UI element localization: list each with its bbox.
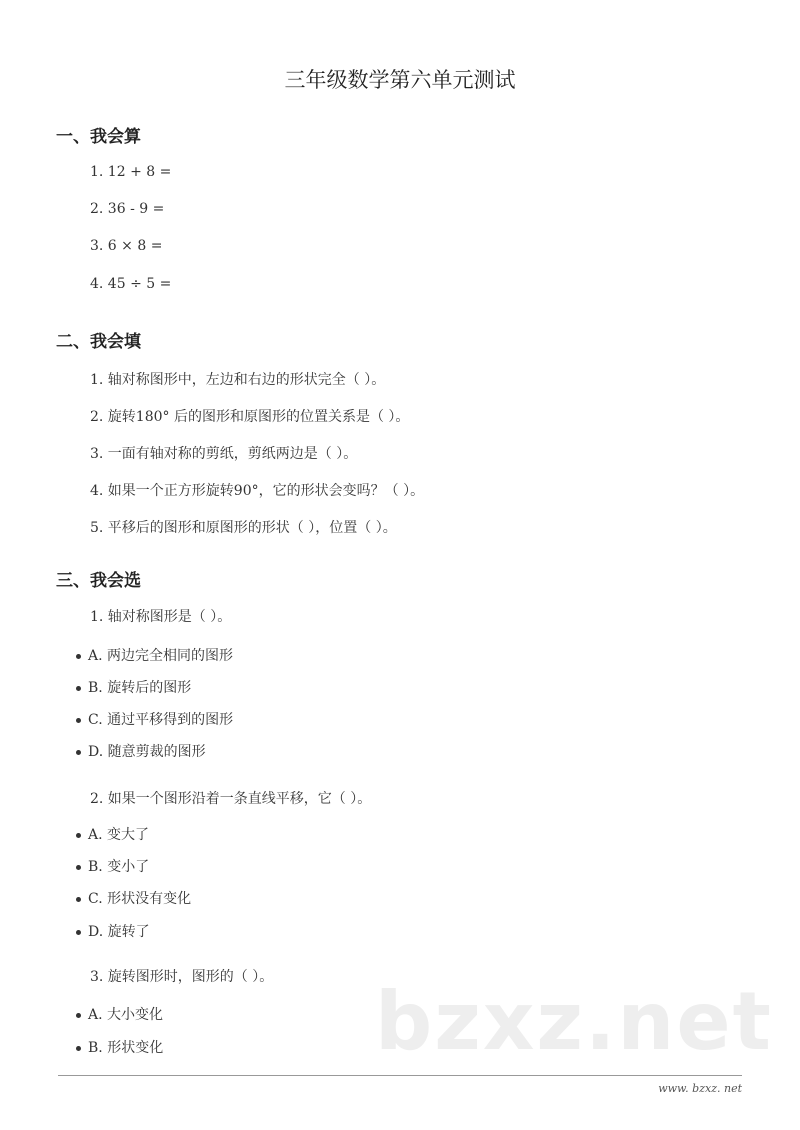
option-text: A. 大小变化 — [88, 1007, 164, 1023]
question: 3. 旋转图形时，图形的（ ）。 — [90, 969, 274, 985]
option-text: C. 形状没有变化 — [88, 891, 192, 907]
bullet-icon — [76, 750, 81, 755]
footer-url: www. bzxz. net — [658, 1082, 742, 1095]
option-text: A. 两边完全相同的图形 — [88, 648, 234, 664]
section-heading-fill: 二、我会填 — [56, 332, 141, 352]
watermark: bzxz.net — [375, 975, 773, 1068]
option-text: D. 旋转了 — [88, 924, 150, 940]
question: 1. 轴对称图形中，左边和右边的形状完全（ ）。 — [90, 372, 386, 388]
option — [76, 1004, 163, 1024]
option — [76, 824, 149, 844]
question: 4. 如果一个正方形旋转90°，它的形状会变吗？（ ）。 — [90, 483, 425, 499]
bullet-icon — [76, 897, 81, 902]
option — [76, 856, 149, 876]
option-text: A. 变大了 — [88, 827, 150, 843]
option — [76, 645, 233, 665]
bullet-icon — [76, 865, 81, 870]
question: 1. 12 + 8 = — [90, 164, 172, 180]
option — [76, 709, 233, 729]
page-title: 三年级数学第六单元测试 — [284, 68, 516, 92]
bullet-icon — [76, 654, 81, 659]
option — [76, 921, 150, 941]
option-text: D. 随意剪裁的图形 — [88, 744, 206, 760]
option-text: B. 形状变化 — [88, 1040, 164, 1056]
question: 4. 45 ÷ 5 = — [90, 276, 172, 292]
option — [76, 741, 206, 761]
option-text: B. 旋转后的图形 — [88, 680, 192, 696]
option — [76, 677, 191, 697]
bullet-icon — [76, 686, 81, 691]
question: 2. 如果一个图形沿着一条直线平移，它（ ）。 — [90, 791, 372, 807]
bullet-icon — [76, 718, 81, 723]
question: 2. 36 - 9 = — [90, 201, 165, 217]
option — [76, 1037, 163, 1057]
option-text: C. 通过平移得到的图形 — [88, 712, 234, 728]
bullet-icon — [76, 930, 81, 935]
question: 1. 轴对称图形是（ ）。 — [90, 609, 232, 625]
question: 3. 一面有轴对称的剪纸，剪纸两边是（ ）。 — [90, 446, 358, 462]
bullet-icon — [76, 1046, 81, 1051]
question: 5. 平移后的图形和原图形的形状（ ），位置（ ）。 — [90, 520, 397, 536]
bullet-icon — [76, 833, 81, 838]
question: 3. 6 × 8 = — [90, 238, 163, 254]
option-text: B. 变小了 — [88, 859, 150, 875]
bullet-icon — [76, 1013, 81, 1018]
section-heading-choose: 三、我会选 — [56, 571, 141, 591]
footer-divider — [58, 1075, 742, 1076]
question: 2. 旋转180° 后的图形和原图形的位置关系是（ ）。 — [90, 409, 410, 425]
option — [76, 888, 191, 908]
section-heading-calc: 一、我会算 — [56, 127, 141, 147]
